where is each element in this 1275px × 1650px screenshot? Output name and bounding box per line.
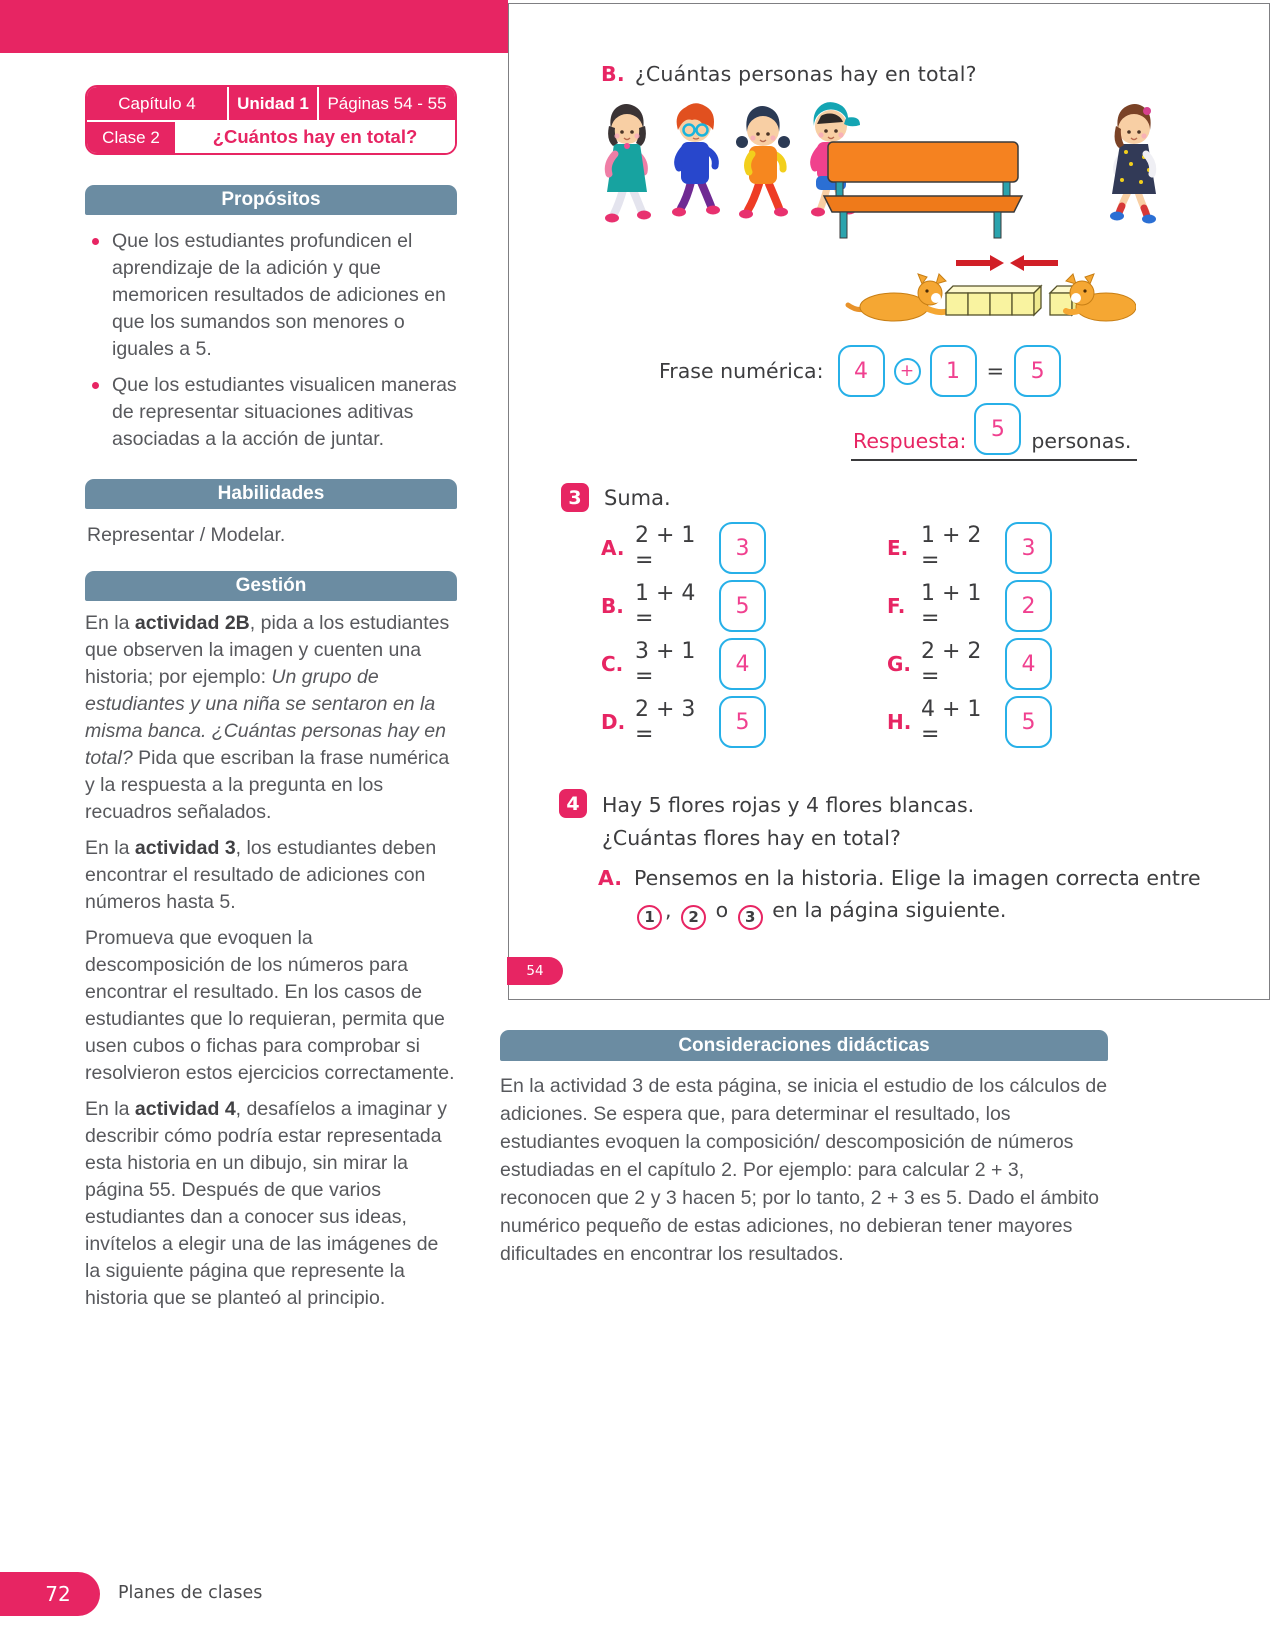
unit-label: Unidad 1 [227,87,317,120]
activity-4a [598,862,1201,930]
gestion-paragraph: Promueva que evoquen la descomposición de los números para encontrar el resultado. En los casos de estudiantes que lo requieran, permita que usen cubos o fichas para comprobar si resolvieron estos ejercicios correctamente. [85,927,455,1084]
section-header-propositos: Propósitos [85,185,457,215]
sum-answer-box [719,580,766,632]
sum-expression: 1 + 2 = [921,523,982,573]
sum-problem [601,696,766,748]
propositos-list [85,228,457,453]
student-page-number-tab: 54 [507,957,563,985]
answer-row [851,403,1137,461]
sum-letter: G. [887,652,912,676]
sum-answer-box [719,522,766,574]
sum-letter: D. [601,710,626,734]
lesson-header-row-2 [87,120,455,153]
sum-letter: C. [601,652,624,676]
sum-answer: 3 [735,535,750,561]
activity-4-line-2: ¿Cuántas flores hay en total? [602,826,901,850]
choice-1-circle: 1 [637,905,662,930]
sum-expression: 2 + 2 = [921,639,982,689]
activity-4a-label: A. [598,866,623,890]
activity-4-header [559,789,974,855]
sum-problem [601,522,766,574]
kid-5 [1110,104,1156,224]
sum-expression: 2 + 1 = [635,523,696,573]
number-sentence-label: Frase numérica: [659,359,824,383]
bullet-dot-icon [92,238,99,245]
sum-answer: 5 [1021,709,1036,735]
sum-answer-box [719,696,766,748]
activity-4-line-1: Hay 5 flores rojas y 4 flores blancas. [602,793,975,817]
sum-expression: 1 + 1 = [921,581,982,631]
sum-answer: 4 [735,651,750,677]
activity-3-header [561,483,671,512]
pages-label: Páginas 54 - 55 [317,87,455,120]
activity-4a-text [634,862,1201,930]
sum-expression: 3 + 1 = [635,639,696,689]
chapter-label: Capítulo 4 [87,87,227,120]
sums-column-right [887,522,1052,748]
gestion-paragraphs [85,610,457,1312]
sum-answer: 5 [735,709,750,735]
kid-1 [605,104,651,223]
sum-expression: 1 + 4 = [635,581,696,631]
equals-sign: = [986,359,1005,383]
sum-letter: A. [601,536,625,560]
activity-b-question: ¿Cuántas personas hay en total? [634,62,977,86]
student-book-page [508,3,1270,1000]
number-sentence-row [659,345,1061,397]
sum-letter: B. [601,594,624,618]
answer-label: Respuesta: [853,429,967,453]
choice-or: o [715,898,729,922]
footer-label: Planes de clases [118,1583,263,1603]
lesson-title: ¿Cuántos hay en total? [175,120,455,153]
bullet-dot-icon [92,382,99,389]
sum-expression: 4 + 1 = [921,697,982,747]
bench [824,142,1022,238]
cat-left [848,274,948,321]
sum-problem [601,580,766,632]
plus-operator-circle: + [894,358,921,385]
activity-3-badge: 3 [561,483,589,512]
sum-answer-box [1005,696,1052,748]
gestion-paragraph: En la actividad 3, los estudiantes deben encontrar el resultado de adiciones con números hasta 5. [85,837,437,913]
cat-right [1066,274,1136,321]
activity-b-label: B. [601,62,625,86]
sum-problem [887,696,1052,748]
addend-1-box: 4 [838,345,885,397]
activity-4a-line-1: Pensemos en la historia. Elige la imagen correcta entre [634,866,1201,890]
consideraciones-section [500,1030,1108,1268]
consideraciones-text: En la actividad 3 de esta página, se inicia el estudio de los cálculos de adiciones. Se espera que, para determinar el resultado, los estudiantes evoquen la composición/ descomposición de números estudiadas en el capítulo 2. Por ejemplo: para calcular 2 + 3, reconocen que 2 y 3 hacen 5; por lo tanto, 2 + 3 es 5. Dado el ámbito numérico pequeño de estas adiciones, no debieran tener mayores dificultades en encontrar los resultados. [500,1075,1108,1265]
activity-4-statement [602,789,974,855]
proposito-bullet: Que los estudiantes visualicen maneras de representar situaciones aditivas asociadas a la acción de juntar. [85,372,457,453]
sum-problem [887,638,1052,690]
sum-answer-box [1005,580,1052,632]
students-bench-illustration [589,96,1171,240]
answer-suffix: personas. [1031,429,1132,453]
activity-4a-line-2 [634,894,1201,930]
sum-answer: 2 [1021,593,1036,619]
gestion-paragraph: En la actividad 4, desafíelos a imaginar y describir cómo podría estar representada esta historia en un dibujo, sin mirar la página 55. Después de que varios estudiantes dan a conocer sus ideas, invítelos a elegir una de las imágenes de la siguiente página que represente la historia que se planteó al principio. [85,1098,448,1309]
section-header-gestion: Gestión [85,571,457,601]
top-accent-bar [0,0,508,53]
sum-answer-box [719,638,766,690]
sum-problem [887,580,1052,632]
activity-b-line [601,62,977,86]
kid-2 [672,103,720,216]
choice-tail-text: en la página siguiente. [772,898,1007,922]
lesson-plan-column [85,85,457,1312]
sum-answer-box [1005,522,1052,574]
section-header-habilidades: Habilidades [85,479,457,509]
kid-3 [736,106,790,219]
gestion-paragraph: En la actividad 2B, pida a los estudiantes que observen la imagen y cuenten una historia; por ejemplo: Un grupo de estudiantes y una niña se sentaron en la misma banca. ¿Cuántas personas hay en total? Pida que escriban la frase numérica y la respuesta a la pregunta en los recuadros señalados. [85,612,450,823]
sum-letter: F. [887,594,906,618]
sum-letter: E. [887,536,909,560]
sum-answer: 4 [1021,651,1036,677]
cube-row-4 [946,286,1041,315]
choice-separator: , [665,898,672,922]
sum-letter: H. [887,710,912,734]
sum-problem [601,638,766,690]
activity-4-badge: 4 [559,789,587,818]
arrow-left-icon [1010,255,1058,271]
lesson-header-row-1 [87,87,455,120]
proposito-bullet: Que los estudiantes profundicen el aprendizaje de la adición y que memoricen resultados de adiciones en que los sumandos son menores o iguales a 5. [85,228,457,363]
choice-3-circle: 3 [738,905,763,930]
arrow-right-icon [956,255,1004,271]
choice-2-circle: 2 [681,905,706,930]
class-label: Clase 2 [87,120,175,153]
guide-page-number-tab: 72 [0,1572,100,1616]
addend-2-box: 1 [930,345,977,397]
consideraciones-header: Consideraciones didácticas [500,1030,1108,1061]
sum-expression: 2 + 3 = [635,697,696,747]
lesson-header [85,85,457,155]
sums-column-left [601,522,766,748]
habilidades-text: Representar / Modelar. [87,524,286,546]
sum-result-box: 5 [1014,345,1061,397]
sum-answer-box [1005,638,1052,690]
sum-answer: 5 [735,593,750,619]
answer-value-box: 5 [974,403,1021,455]
cats-cubes-illustration [844,249,1136,327]
activity-3-title: Suma. [604,485,671,510]
sum-answer: 3 [1021,535,1036,561]
sum-problem [887,522,1052,574]
